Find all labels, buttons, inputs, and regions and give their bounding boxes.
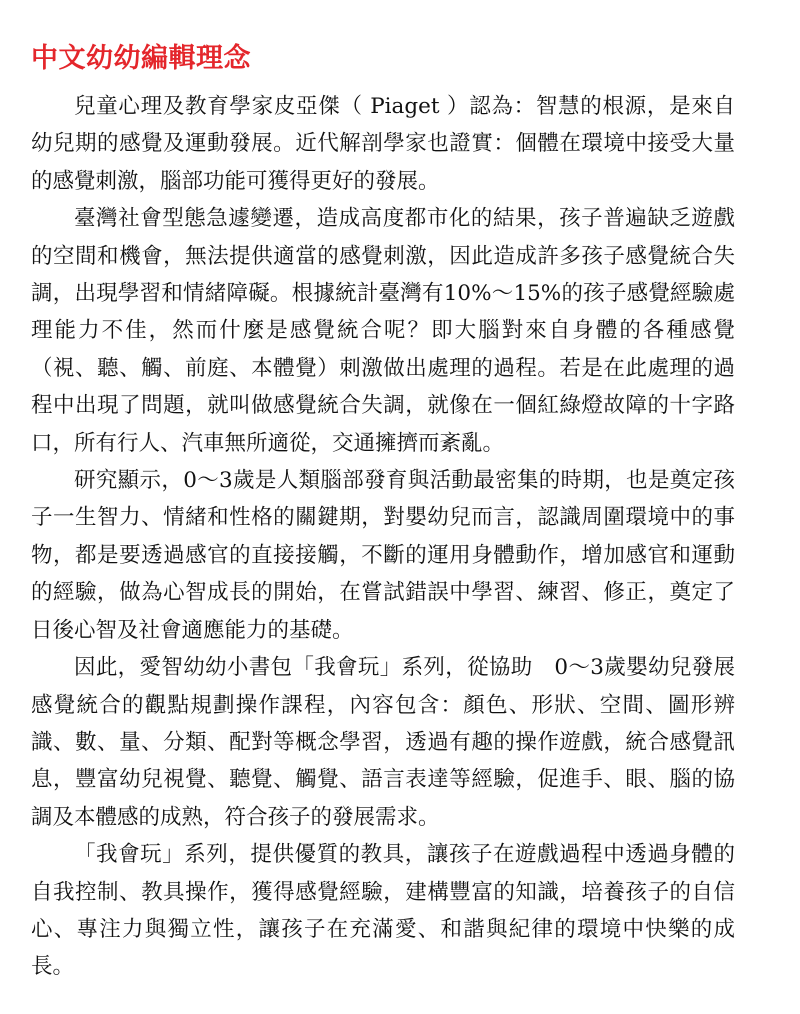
paragraph-series-benefits: 「我會玩」系列，提供優質的教具，讓孩子在遊戲過程中透過身體的自我控制、教具操作，獲得感覺經驗，建構豐富的知識，培養孩子的自信心、專注力與獨立性，讓孩子在充滿愛、和諧與紀律的環境中快樂的成長。 (31, 842, 735, 980)
paragraph-piaget: 兒童心理及教育學家皮亞傑（ Piaget ）認為：智慧的根源，是來自幼兒期的感覺及運動發展。近代解剖學家也證實：個體在環境中接受大量的感覺刺激，腦部功能可獲得更好的發展。 (31, 94, 735, 194)
paragraph-research: 研究顯示，0～3歲是人類腦部發育與活動最密集的時期，也是奠定孩子一生智力、情緒和性格的關鍵期，對嬰幼兒而言，認識周圍環境中的事物，都是要透過感官的直接接觸，不斷的運用身體動作，增加感官和運動的經驗，做為心智成長的開始，在嘗試錯誤中學習、練習、修正，奠定了日後心智及社會適應能力的基礎。 (31, 468, 735, 643)
document-title: 中文幼幼編輯理念 (31, 43, 251, 74)
document-body (31, 88, 735, 986)
paragraph-series-curriculum: 因此，愛智幼幼小書包「我會玩」系列，從協助 0～3歲嬰幼兒發展感覺統合的觀點規劃操作課程，內容包含：顏色、形狀、空間、圖形辨識、數、量、分類、配對等概念學習，透過有趣的操作遊戲，統合感覺訊息，豐富幼兒視覺、聽覺、觸覺、語言表達等經驗，促進手、眼、腦的協調及本體感的成熟，符合孩子的發展需求。 (31, 655, 735, 830)
paragraph-sensory-integration: 臺灣社會型態急遽變遷，造成高度都市化的結果，孩子普遍缺乏遊戲的空間和機會，無法提供適當的感覺刺激，因此造成許多孩子感覺統合失調，出現學習和情緒障礙。根據統計臺灣有10%～15%的孩子感覺經驗處理能力不佳，然而什麼是感覺統合呢？即大腦對來自身體的各種感覺（視、聽、觸、前庭、本體覺）刺激做出處理的過程。若是在此處理的過程中出現了問題，就叫做感覺統合失調，就像在一個紅綠燈故障的十字路口，所有行人、汽車無所適從，交通擁擠而紊亂。 (31, 206, 735, 456)
